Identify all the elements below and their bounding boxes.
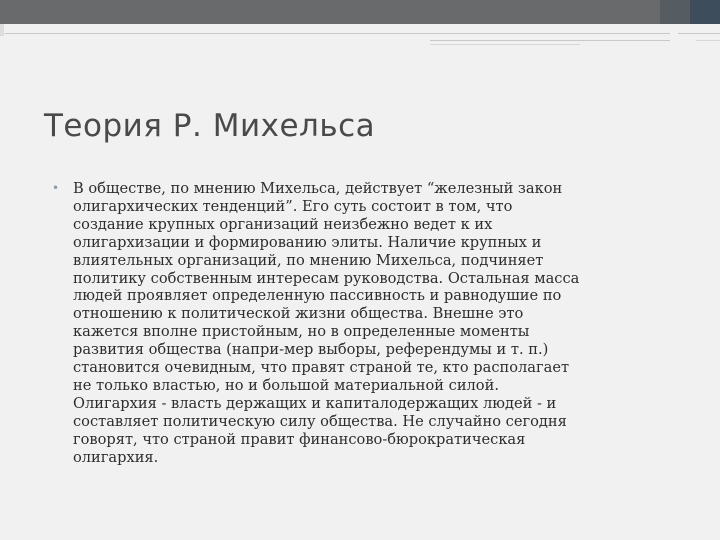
slide-title: Теория Р. Михельса	[44, 108, 376, 144]
paragraph-line: составляет политическую силу общества. Не случайно сегодня	[73, 412, 567, 430]
paragraph-line: создание крупных организаций неизбежно ведет к их	[73, 215, 493, 233]
decorative-rule	[0, 24, 4, 36]
top-decorative-bar	[0, 0, 720, 24]
paragraph-line: политику собственным интересам руководства. Остальная масса	[73, 269, 580, 287]
bullet-icon: •	[52, 181, 60, 195]
decorative-rule	[430, 40, 670, 41]
top-bar-shade	[660, 0, 690, 24]
slide-content	[52, 180, 692, 467]
paragraph-line: влиятельных организаций, по мнению Михельса, подчиняет	[73, 251, 544, 269]
decorative-rule	[430, 44, 580, 45]
paragraph-line: говорят, что страной правит финансово-бюрократическая	[73, 430, 526, 448]
top-bar-accent	[690, 0, 720, 24]
paragraph-line: не только властью, но и большой материальной силой.	[73, 376, 499, 394]
paragraph-line: олигархических тенденций”. Его суть состоит в том, что	[73, 197, 513, 215]
paragraph-line: отношению к политической жизни общества. Внешне это	[73, 305, 524, 323]
paragraph-line: кажется вполне пристойным, но в определенные моменты	[73, 323, 530, 341]
paragraph-line: олигархизации и формированию элиты. Наличие крупных и	[73, 233, 542, 251]
paragraph-line: В обществе, по мнению Михельса, действует “железный закон	[73, 180, 563, 197]
body-paragraph	[73, 180, 685, 467]
decorative-rule	[678, 33, 720, 34]
decorative-rule	[696, 40, 720, 41]
paragraph-line: людей проявляет определенную пассивность и равнодушие по	[73, 287, 562, 305]
paragraph-line: становится очевидным, что правят страной те, кто располагает	[73, 359, 570, 377]
paragraph-line: Олигархия - власть держащих и капиталодержащих людей - и	[73, 394, 557, 412]
paragraph-line: олигархия.	[73, 448, 159, 466]
paragraph-line: развития общества (напри-мер выборы, референдумы и т. п.)	[73, 341, 549, 359]
decorative-rule	[5, 33, 670, 34]
